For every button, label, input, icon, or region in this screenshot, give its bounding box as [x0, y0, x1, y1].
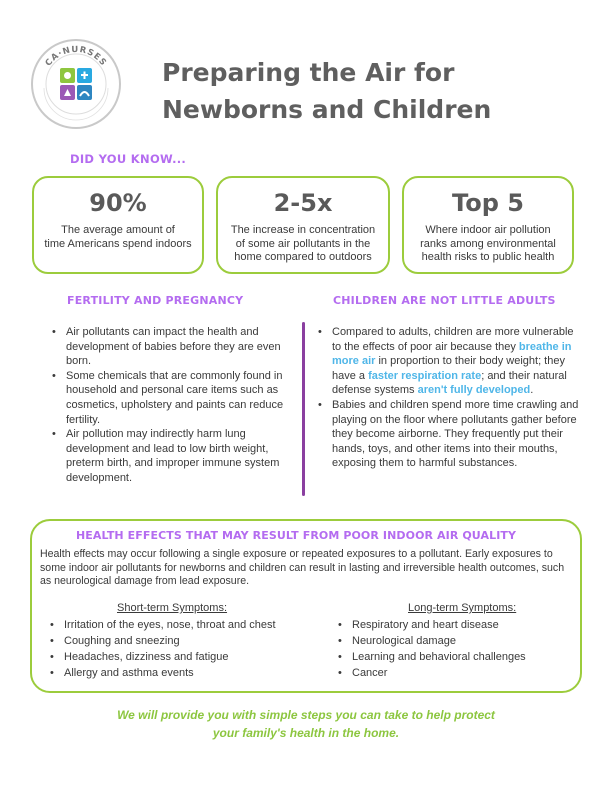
stat-description: Where indoor air pollution ranks among environmental health risks to public health [420, 224, 556, 263]
stat-number: 2-5x [273, 189, 333, 217]
list-item: • Air pollutants can impact the health and development of babies before they are even born. [52, 325, 292, 369]
highlight-text: aren't fully developed [417, 384, 531, 397]
health-effects-text: Health effects may occur following a single exposure or repeated exposures to a pollutant. Early exposures to some indoor air pollutants for newborns and children can result in lasting and irreversible health outcomes, such as neurological damage from lead exposure. [40, 548, 565, 588]
title-line-1: Preparing the Air for [162, 58, 455, 87]
list-item: • Coughing and sneezing [50, 633, 320, 649]
stat-card-ranking [402, 176, 574, 274]
list-item: • Respiratory and heart disease [338, 617, 568, 633]
highlight-text: faster respiration rate [368, 369, 482, 382]
stat-description: The increase in concentration of some air pollutants in the home compared to outdoors [230, 224, 376, 263]
fertility-heading: FERTILITY AND PREGNANCY [67, 294, 244, 307]
list-item: • Some chemicals that are commonly found in household and personal care items such as cosmetics, upholstery and paints can reduce fertility. [52, 369, 292, 427]
short-term-heading: Short-term Symptoms: [117, 602, 228, 614]
stat-card-concentration [216, 176, 390, 274]
long-term-heading: Long-term Symptoms: [408, 602, 517, 614]
list-item: • Babies and children spend more time crawling and playing on the floor where pollutants gather before they become airborne. They frequently put their hands, toys, and other items into their mouths, exposing them to harmful substances. [318, 398, 584, 471]
list-item: • Neurological damage [338, 633, 568, 649]
list-item: • Learning and behavioral challenges [338, 649, 568, 665]
list-item: • Air pollution may indirectly harm lung development and lead to low birth weight, preterm birth, and improper immune system development. [52, 427, 292, 485]
list-item: • Headaches, dizziness and fatigue [50, 649, 320, 665]
children-heading: CHILDREN ARE NOT LITTLE ADULTS [333, 294, 556, 307]
highlight-text: breathe in more air [332, 340, 572, 368]
title-line-2: Newborns and Children [162, 95, 492, 124]
stat-number: Top 5 [452, 189, 524, 217]
fertility-list [52, 325, 292, 486]
stat-card-indoors [32, 176, 204, 274]
long-term-list [338, 617, 568, 681]
list-item: • Cancer [338, 665, 568, 681]
short-term-list [50, 617, 320, 681]
stat-description: The average amount of time Americans spend indoors [44, 224, 192, 250]
svg-text:CA·NURSES: CA·NURSES [43, 44, 109, 69]
stat-number: 90% [89, 189, 147, 217]
footer-message: We will provide you with simple steps you can take to help protect your family's health in the home. [117, 708, 495, 740]
list-item: • Irritation of the eyes, nose, throat and chest [50, 617, 320, 633]
health-effects-heading: HEALTH EFFECTS THAT MAY RESULT FROM POOR INDOOR AIR QUALITY [76, 529, 517, 542]
ca-nurses-logo [30, 38, 122, 130]
page-title [162, 54, 582, 128]
children-list [318, 325, 584, 471]
column-divider [302, 322, 305, 496]
did-you-know-heading: DID YOU KNOW... [70, 152, 187, 166]
list-item: • Compared to adults, children are more vulnerable to the effects of poor air because they breathe in more air in proportion to their body weight; they have a faster respiration rate; and their natural defense systems aren't fully developed. [318, 325, 584, 398]
list-item: • Allergy and asthma events [50, 665, 320, 681]
